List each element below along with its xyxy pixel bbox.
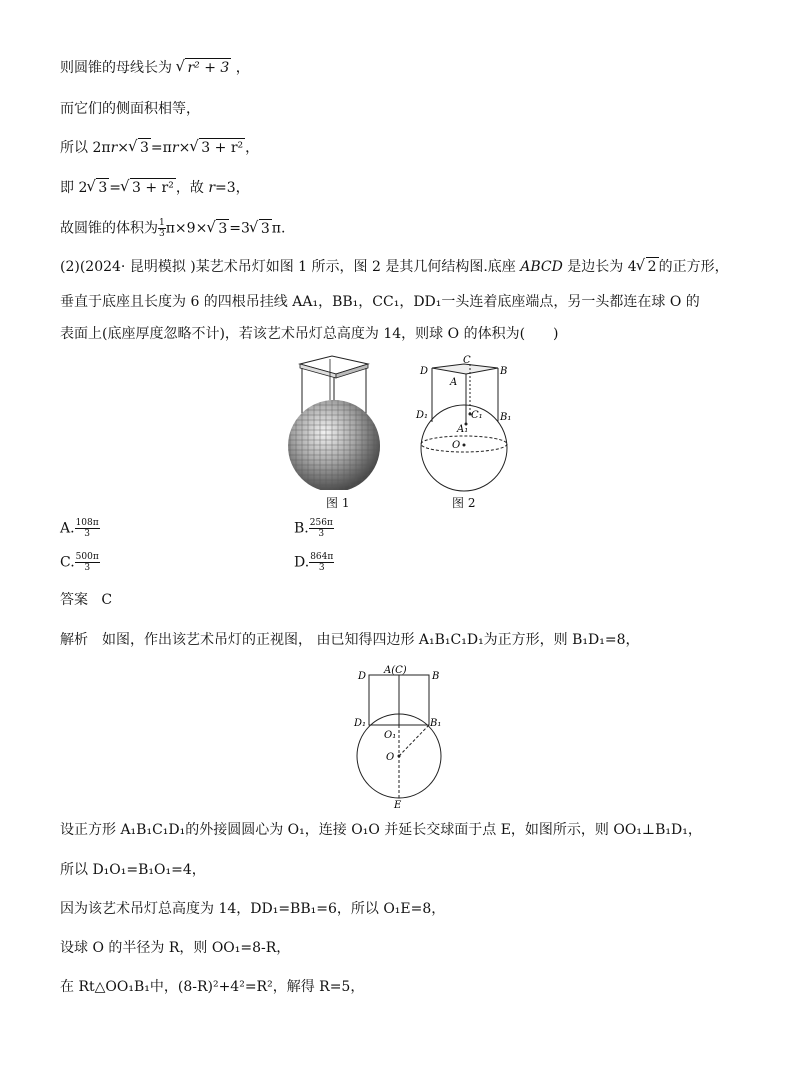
fraction <box>309 552 334 573</box>
option-label: A. <box>60 520 75 537</box>
radicand: 3 <box>218 220 228 237</box>
text: π×9× <box>165 220 208 237</box>
figure-1-chandelier <box>284 350 384 490</box>
solution-line-4 <box>60 178 250 198</box>
radicand: 3 <box>260 220 270 237</box>
text: ，故 <box>175 180 209 196</box>
radicand: r² + 3 <box>187 60 230 76</box>
question-line-1 <box>60 257 729 277</box>
text: = <box>109 180 122 196</box>
label-D: D <box>420 366 429 377</box>
figure-1-caption: 图 1 <box>326 496 350 510</box>
sqrt-expression <box>190 138 245 158</box>
sqrt-expression <box>129 138 151 158</box>
label-A: A <box>450 377 458 388</box>
text: ， <box>235 60 250 76</box>
fraction <box>75 518 100 539</box>
option-d <box>294 552 334 573</box>
option-label: C. <box>60 554 75 571</box>
denominator: 3 <box>159 229 165 239</box>
analysis-line-6: 在 Rt△OO₁B₁中，(8-R)²+4²=R²，解得 R=5， <box>60 979 365 995</box>
label-B1: B₁ <box>430 718 442 729</box>
analysis-line-3: 所以 D₁O₁=B₁O₁=4， <box>60 862 206 878</box>
fraction <box>75 552 100 573</box>
sqrt-expression <box>250 219 272 239</box>
denominator: 3 <box>84 563 91 573</box>
text: 则圆锥的母线长为 <box>60 60 172 76</box>
sqrt-expression <box>637 257 659 277</box>
text: × <box>178 140 191 156</box>
label-D1: D₁ <box>354 718 367 729</box>
text: 即 2 <box>60 180 88 196</box>
sqrt-expression <box>87 178 109 198</box>
question-line-3: 表面上(底座厚度忽略不计)，若该艺术吊灯总高度为 14，则球 O 的体积为( ) <box>60 326 559 342</box>
answer-line <box>60 590 112 610</box>
label-B: B <box>500 366 508 377</box>
label-O: O <box>386 752 395 763</box>
analysis-line-5: 设球 O 的半径为 R，则 OO₁=8-R， <box>60 940 291 956</box>
numerator: 864π <box>310 552 334 562</box>
denominator: 3 <box>318 563 325 573</box>
sqrt-expression <box>207 219 229 239</box>
label-A1: A₁ <box>457 424 469 435</box>
numerator: 500π <box>75 552 99 562</box>
fraction <box>158 218 166 239</box>
analysis-line-4: 因为该艺术吊灯总高度为 14，DD₁=BB₁=6，所以 O₁E=8， <box>60 901 446 917</box>
numerator: 256π <box>309 518 333 528</box>
var: r <box>208 180 216 196</box>
numerator: 108π <box>75 518 99 528</box>
numerator: 1 <box>159 218 165 228</box>
analysis-line-2: 设正方形 A₁B₁C₁D₁的外接圆圆心为 O₁，连接 O₁O 并延长交球面于点 E，如图所示，则 OO₁⊥B₁D₁， <box>60 822 702 838</box>
label-C: C <box>463 355 471 366</box>
solution-line-3 <box>60 138 259 158</box>
label-O1: O₁ <box>384 730 397 741</box>
label-A-C: A(C) <box>384 665 407 676</box>
text: (2)(2024· 昆明模拟 )某艺术吊灯如图 1 所示，图 2 是其几何结构图.底座 <box>60 259 521 275</box>
text: × <box>117 140 129 156</box>
denominator: 3 <box>84 529 90 539</box>
option-b <box>294 518 334 539</box>
text: =3 <box>229 220 250 237</box>
solution-line-1 <box>60 58 250 78</box>
option-c <box>60 552 100 573</box>
text: 所以 2π <box>60 140 111 156</box>
label-O: O <box>452 440 461 451</box>
figure-2-caption: 图 2 <box>452 496 476 510</box>
denominator: 3 <box>318 529 325 539</box>
radicand: 3 + r² <box>201 140 244 156</box>
var: ABCD <box>520 259 563 275</box>
option-label: D. <box>294 554 310 571</box>
label-B: B <box>432 671 440 682</box>
option-label: B. <box>294 520 309 537</box>
answer-label: 答案 <box>60 592 88 608</box>
text: 是边长为 4 <box>562 259 637 275</box>
figure-3-front-view <box>350 664 450 810</box>
text: =π <box>150 140 172 156</box>
label-D: D <box>358 671 367 682</box>
radicand: 3 <box>98 180 108 196</box>
answer-value: C <box>101 592 113 608</box>
text: =3， <box>215 180 250 196</box>
radicand: 3 + r² <box>132 180 174 196</box>
solution-line-5 <box>60 218 285 239</box>
var: r <box>110 140 118 156</box>
fraction <box>309 518 334 539</box>
sqrt-expression <box>121 178 176 198</box>
radicand: 2 <box>647 259 657 275</box>
var: r <box>171 140 179 156</box>
solution-line-2: 而它们的侧面积相等， <box>60 101 200 117</box>
label-B1: B₁ <box>500 412 512 423</box>
text: 故圆锥的体积为 <box>60 220 158 237</box>
text: π. <box>271 220 286 237</box>
text: ， <box>245 140 260 156</box>
question-line-2: 垂直于底座且长度为 6 的四根吊挂线 AA₁，BB₁，CC₁，DD₁一头连着底座端点，另一头都连在球 O 的 <box>60 294 700 310</box>
sqrt-expression <box>176 58 231 78</box>
option-a <box>60 518 100 539</box>
text: 的正方形， <box>658 259 729 275</box>
label-D1: D₁ <box>416 410 429 421</box>
analysis-line-1: 解析 如图，作出该艺术吊灯的正视图， 由已知得四边形 A₁B₁C₁D₁为正方形，则 B₁D₁=8， <box>60 632 640 648</box>
label-C1: C₁ <box>471 410 483 421</box>
label-E: E <box>394 800 402 810</box>
radicand: 3 <box>140 140 149 156</box>
figure-2-structure <box>414 352 524 492</box>
